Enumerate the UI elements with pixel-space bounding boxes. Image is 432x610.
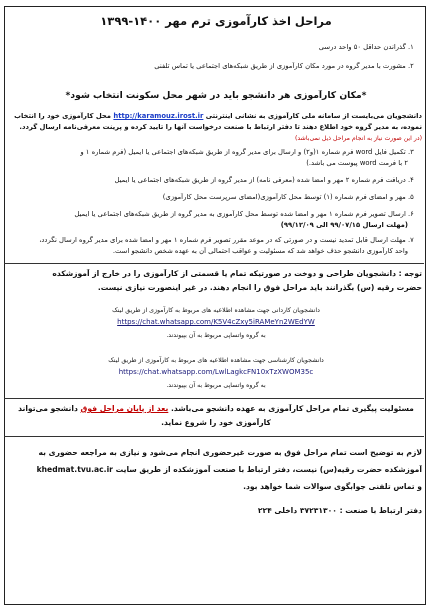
group-karshenasi-link[interactable]: https://chat.whatsapp.com/LwlLagkcFN10xTzXWOM35c	[118, 368, 314, 376]
step-5	[10, 193, 422, 202]
step-6	[10, 210, 422, 219]
page-title: مراحل اخذ کارآموزی ترم مهر ۱۴۰۰-۱۳۹۹	[100, 14, 332, 28]
contact-info: دفتر ارتباط با صنعت : ۳۷۲۳۱۳۰۰ داخلی ۲۲۴	[257, 506, 422, 515]
karamouz-link[interactable]: http://karamouz.irost.ir	[113, 112, 204, 120]
group-karshenasi-join: به گروه واتساپی مربوط به آن بپیوندند.	[166, 382, 266, 389]
step-7	[10, 236, 422, 245]
divider	[4, 263, 424, 264]
responsibility-text-b: دانشجو می‌تواند	[18, 404, 78, 413]
divider	[4, 398, 424, 399]
step-text: دریافت فرم شماره ۲ مهر و امضا شده (معرفی نامه) از مدیر گروه از طریق شبکه‌های اجتماعی یا ایمیل	[114, 176, 406, 184]
step-number: ۷.	[408, 236, 414, 244]
step-7-line-2: واحد کارآموزی دانشجو حذف خواهد شد که مسئولیت و عواقب احتمالی آن به عهده شخص دانشجو است.	[112, 247, 408, 255]
prereq-item-2	[10, 62, 422, 71]
samane-line-1	[10, 112, 422, 121]
prereq-item-1	[10, 43, 422, 52]
step-number: ۵.	[408, 193, 414, 201]
prereq-text: گذراندن حداقل ۵۰ واحد درسی	[318, 43, 406, 51]
group-kardani-join: به گروه واتساپی مربوط به آن بپیوندند.	[166, 332, 266, 339]
closing-line-2: آموزشکده حضرت رقیه(س) نیست، دفتر ارتباط با صنعت آموزشکده از طریق سایت khedmat.tvu.ac.ir	[36, 465, 422, 474]
samane-text-a: دانشجویان می‌بایست از سامانه ملی کارآموزی به نشانی اینترنتی	[205, 112, 422, 120]
group-kardani-desc: دانشجویان کاردانی جهت مشاهده اطلاعیه های مربوط به کارآموزی از طریق لینک	[112, 307, 320, 314]
responsibility-emphasis: بعد از پایان مراحل فوق	[80, 404, 169, 413]
closing-line-1: لازم به توضیح است تمام مراحل فوق به صورت غیرحضوری انجام می‌شود و نیازی به مراجعه حضوری به	[38, 448, 422, 457]
samane-note: (در این صورت نیاز به انجام مراحل ذیل نمی‌باشد)	[295, 135, 422, 142]
samane-line-2: نموده، به مدیر گروه خود اطلاع دهند تا دفتر ارتباط با صنعت درخواست آنها را تایید کرده و پرینت معرفی‌نامه ارسال گردد.	[19, 123, 422, 131]
divider	[4, 436, 424, 437]
group-karshenasi-desc: دانشجویان کارشناسی جهت مشاهده اطلاعیه های مربوط به کارآموزی از طریق لینک	[108, 357, 324, 364]
step-number: ۴.	[408, 176, 414, 184]
responsibility-text-a: مسئولیت پیگیری تمام مراحل کارآموزی به عهده دانشجو می‌باشد.	[170, 404, 414, 413]
prereq-number: ۲.	[408, 62, 414, 70]
step-text: مهر و امضای فرم شماره (۱) توسط محل کارآموزی(امضای سرپرست محل کارآموزی)	[162, 193, 406, 201]
step-number: ۳.	[408, 148, 414, 156]
location-highlight: *مکان کارآموزی هر دانشجو باید در شهر محل سکونت انتخاب شود*	[65, 90, 367, 101]
responsibility-line-2: کارآموزی خود را شروع نماید.	[161, 418, 271, 427]
responsibility-line-1	[10, 404, 422, 415]
prereq-text: مشورت با مدیر گروه در مورد مکان کارآموزی از طریق شبکه‌های اجتماعی یا تماس تلفنی	[154, 62, 406, 70]
group-kardani-link[interactable]: https://chat.whatsapp.com/K5V4cZxy5iRAMeYn2WEdYW	[117, 318, 315, 326]
step-3-line-2: ۲ با فرمت word پیوست می باشد.)	[306, 159, 408, 167]
closing-line-3: و تماس تلفنی جوابگوی سوالات شما خواهد بود.	[243, 482, 422, 491]
step-4	[10, 176, 422, 185]
step-text: مهلت ارسال قابل تمدید نیست و در صورتی که در موعد مقرر تصویر فرم شماره ۱ مهر و امضا شده برای مدیر گروه ارسال نگردد،	[39, 236, 406, 244]
note-line-2: حضرت رقیه (س) بگذرانند باید مراحل فوق را انجام دهند. در غیر اینصورت نیازی نیست.	[97, 283, 422, 292]
note-line-1: توجه : دانشجویان طراحی و دوخت در صورتیکه تمام یا قسمتی از کارآموزی را در خارج از آموزشکده	[52, 269, 422, 278]
step-text: تکمیل فایل word فرم شماره ۱(و۲) و ارسال برای مدیر گروه از طریق شبکه‌های اجتماعی یا ایمیل (فرم شماره ۱ و	[80, 148, 406, 156]
step-3	[10, 148, 422, 157]
step-6-deadline: (مهلت ارسال ۹۹/۰۷/۱۵ الی ۹۹/۱۲/۰۹)	[280, 221, 408, 229]
step-text: ارسال تصویر فرم شماره ۱ مهر و امضا شده توسط محل کارآموزی به مدیر گروه از طریق شبکه‌های اجتماعی یا ایمیل	[74, 210, 406, 218]
samane-text-b: محل کارآموزی خود را انتخاب	[14, 112, 111, 120]
prereq-number: ۱.	[408, 43, 414, 51]
step-number: ۶.	[408, 210, 414, 218]
